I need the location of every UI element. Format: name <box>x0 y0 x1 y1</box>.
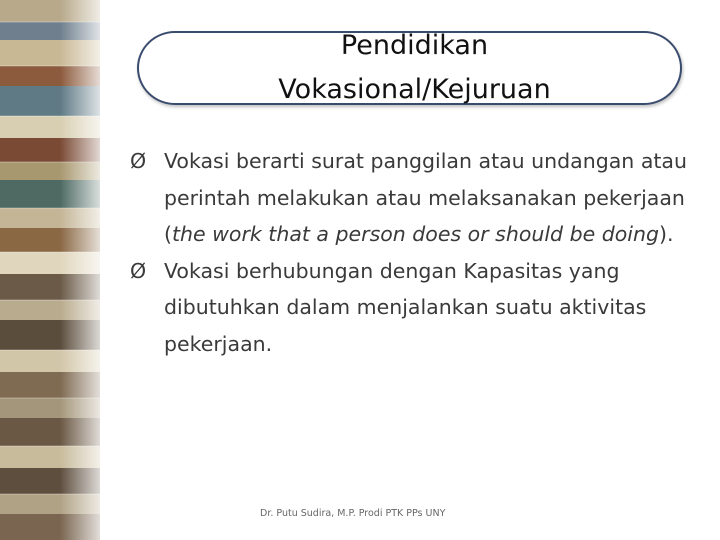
books-fade <box>60 0 100 540</box>
bullet-1-end: ). <box>658 222 674 246</box>
slide-title <box>137 24 692 112</box>
bullet-1-text: Vokasi berarti surat panggilan atau undangan atau perintah melakukan atau melaksanakan pekerjaan ( <box>164 149 687 246</box>
slide-footer: Dr. Putu Sudira, M.P. Prodi PTK PPs UNY <box>260 508 446 519</box>
arrow-bullet-icon: Ø <box>130 258 147 283</box>
bullet-item-1 <box>130 143 690 253</box>
arrow-bullet-icon: Ø <box>130 149 147 173</box>
title-line-1: Pendidikan <box>340 30 489 61</box>
bullet-2-text: Vokasi berhubungan dengan Kapasitas yang dibutuhkan dalam menjalankan suatu aktivitas pekerjaan. <box>164 258 647 356</box>
title-line-2: Vokasional/Kejuruan <box>278 74 551 105</box>
books-decoration <box>0 0 100 540</box>
bullet-item-2 <box>130 253 690 363</box>
bullet-list <box>130 143 690 362</box>
bullet-1-italic: the work that a person does or should be doing <box>172 222 659 246</box>
